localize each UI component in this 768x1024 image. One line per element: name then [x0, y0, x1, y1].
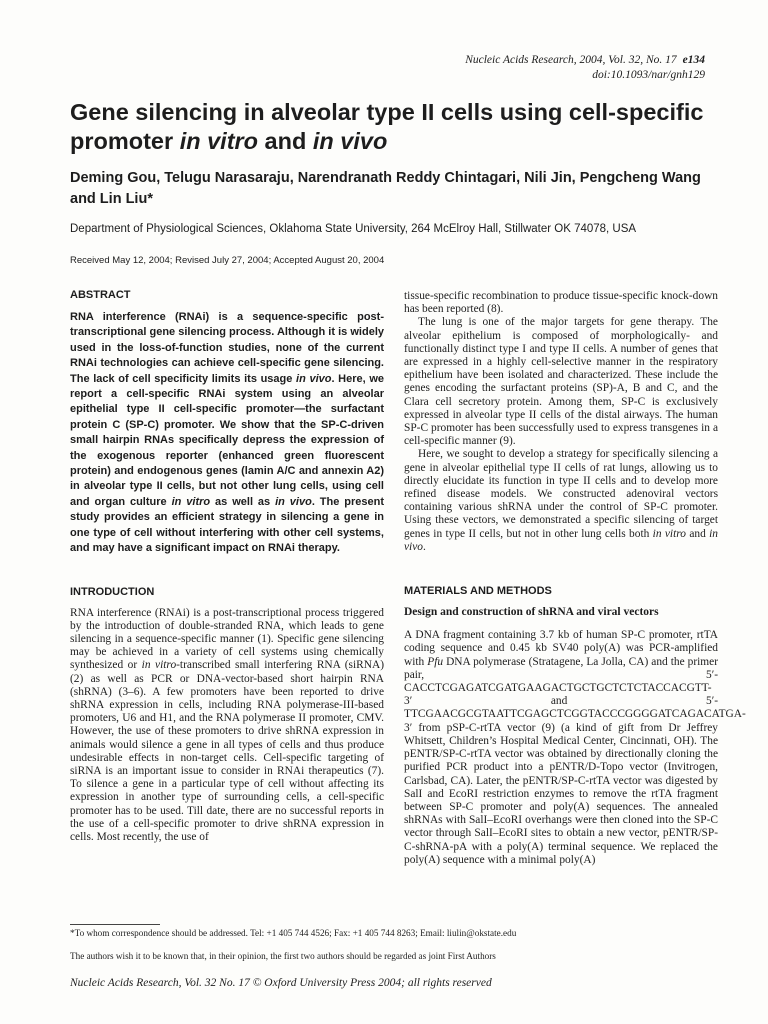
introduction-paragraph — [70, 607, 384, 845]
introduction-paragraph — [404, 448, 718, 554]
body-emphasis: in vitro — [652, 527, 686, 540]
left-column — [70, 288, 384, 844]
journal-header — [365, 53, 705, 83]
footnote-divider — [70, 924, 160, 925]
abstract-emphasis: in vivo — [275, 495, 312, 508]
body-emphasis: Pfu — [427, 655, 444, 668]
correspondence-footnote: *To whom correspondence should be addressed. Tel: +1 405 744 4526; Fax: +1 405 744 8263; Email: liulin@okstate.edu — [70, 928, 517, 938]
abstract-emphasis: in vitro — [171, 495, 211, 508]
title-text: Gene silencing in alveolar type II cells using cell-specific promoter — [70, 99, 704, 154]
body-segment: Here, we sought to develop a strategy for specifically silencing a gene in alveolar epithelial type II cells of rat lungs, allowing us to directly elucidate its function in type II cells and to develop more refined disease models. We constructed adenoviral vectors containing various shRNA under the control of SP-C promoter. Using these vectors, we demonstrated a specific silencing of target genes in type II cells, but not in other lung cells both — [404, 448, 718, 540]
journal-citation: Nucleic Acids Research, 2004, Vol. 32, No. 17 — [465, 54, 677, 66]
introduction-heading: INTRODUCTION — [70, 585, 155, 598]
right-column — [404, 290, 746, 867]
received-dates: Received May 12, 2004; Revised July 27, 2004; Accepted August 20, 2004 — [70, 255, 385, 266]
abstract-segment: RNA interference (RNAi) is a sequence-specific post-transcriptional gene silencing process. Although it is widely used in the loss-of-function studies, none of the current RNAi technologies can achieve cell-specific gene silencing. The lack of cell specificity limits its usage — [70, 311, 384, 385]
body-segment: DNA polymerase (Stratagene, La Jolla, CA) and the primer pair, 5′-CACCTCGAGATCGATGAAGACTGCTGCTCTCTACCACGTT-3′ and 5′-TTCGAACGCGTAATTCGAGCTCGGTACCCGGGGATCAGACATGA-3′ from pSP-C-rtTA vector (9) (a kind of gift from Dr Jeffrey Whitsett, Children’s Hospital Medical Center, Cincinnati, OH). The pENTR/SP-C-rtTA vector was obtained by directionally cloning the purified PCR product into a pENTR/D-Topo vector (Invitrogen, Carlsbad, CA). Later, the pENTR/SP-C-rtTA vector was digested by SalI and EcoRI restriction enzymes to remove the rtTA fragment between SP-C promoter and poly(A) sequences. The annealed shRNAs with SalI–EcoRI overhangs were then cloned into the SP-C vector through SalI–EcoRI sites to obtain a new vector, pENTR/SP-C-shRNA-pA with a poly(A) terminal sequence. We replaced the poly(A) sequence with a minimal poly(A) — [404, 655, 746, 866]
methods-heading: MATERIALS AND METHODS — [404, 585, 552, 598]
body-emphasis: in vitro — [141, 659, 177, 672]
author-list: Deming Gou, Telugu Narasaraju, Narendranath Reddy Chintagari, Nili Jin, Pengcheng Wang and Lin Liu* — [70, 170, 701, 207]
title-emphasis: in vitro — [179, 128, 259, 154]
article-id: e134 — [682, 54, 705, 66]
affiliation: Department of Physiological Sciences, Oklahoma State University, 264 McElroy Hall, Stillwater OK 74078, USA — [70, 223, 637, 235]
abstract-text — [70, 310, 384, 557]
title-emphasis: in vivo — [312, 128, 388, 154]
abstract-segment: as well as — [210, 495, 276, 508]
body-segment: . — [422, 540, 426, 553]
methods-subheading: Design and construction of shRNA and viral vectors — [404, 606, 659, 619]
body-segment: -transcribed small interfering RNA (siRNA) (2) as well as PCR or DNA-vector-based short hairpin RNA (shRNA) (3–6). A few promoters have been reported to drive shRNA expression in cells, including RNA polymerase-III-based promoters, U6 and H1, and the RNA polymerase II promoter, CMV. However, the use of these promoters to drive shRNA expression in animals would silence a gene in all types of cells and thus produce undesirable effects in non-target cells. Cell-specific targeting of siRNA is an important issue to consider in RNAi therapeutics (7). To silence a gene in a particular type of cell without affecting its expression in another type of surrounding cells, a cell-specific promoter has to be used. Till date, there are no successful reports in the use of a cell-specific promoter to drive shRNA expression in cells. Most recently, the use of — [70, 659, 384, 843]
doi: doi:10.1093/nar/gnh129 — [592, 69, 705, 81]
body-segment: and — [685, 527, 710, 540]
abstract-segment: . Here, we report a cell-specific RNAi system using an alveolar epithelial type II cell-specific promoter—the surfactant protein C (SP-C) promoter. We show that the SP-C-driven small hairpin RNAs specifically depress the expression of the exogenous reporter (enhanced green fluorescent protein) and endogenous genes (lamin A/C and annexin A2) in alveolar type II cells, but not other lung cells, using cell and organ culture — [70, 372, 385, 508]
joint-authors-footnote: The authors wish it to be known that, in their opinion, the first two authors should be regarded as joint First Authors — [70, 951, 496, 961]
introduction-paragraph: tissue-specific recombination to produce tissue-specific knock-down has been reported (8). — [404, 290, 718, 316]
body-segment: RNA interference (RNAi) is a post-transcriptional process triggered by the introduction of double-stranded RNA, which leads to gene silencing in a sequence-specific manner (1). Specific gene silencing may be achieved in a variety of cell systems using chemically synthesized or — [70, 606, 384, 672]
methods-paragraph — [404, 629, 746, 867]
body-emphasis: in vivo — [404, 527, 718, 553]
page-footer: Nucleic Acids Research, Vol. 32 No. 17 © Oxford University Press 2004; all rights reserved — [70, 977, 492, 989]
paper-title — [70, 98, 710, 156]
abstract-segment: . The present study provides an efficient strategy in silencing a gene in one type of cell without interfering with other cell systems, and may have a significant impact on RNAi therapy. — [70, 495, 385, 555]
abstract-emphasis: in vivo — [296, 372, 332, 385]
introduction-paragraph: The lung is one of the major targets for gene therapy. The alveolar epithelium is composed of morphologically- and functionally distinct type I and type II cells. A number of genes that are expressed in a highly cell-selective manner in the respiratory epithelium have been isolated and characterized. These include the genes encoding the surfactant proteins (SP)-A, B and C, and the Clara cell secretory protein. Among them, SP-C is exclusively expressed in alveolar type II cells of the distal airways. The human SP-C promoter has been successfully used to express transgenes in a cell-specific manner (9). — [404, 316, 718, 448]
abstract-heading: ABSTRACT — [70, 289, 131, 301]
title-text: and — [258, 128, 313, 154]
body-segment: A DNA fragment containing 3.7 kb of human SP-C promoter, rtTA coding sequence and 0.45 kb SV40 poly(A) was PCR-amplified with — [404, 629, 718, 668]
